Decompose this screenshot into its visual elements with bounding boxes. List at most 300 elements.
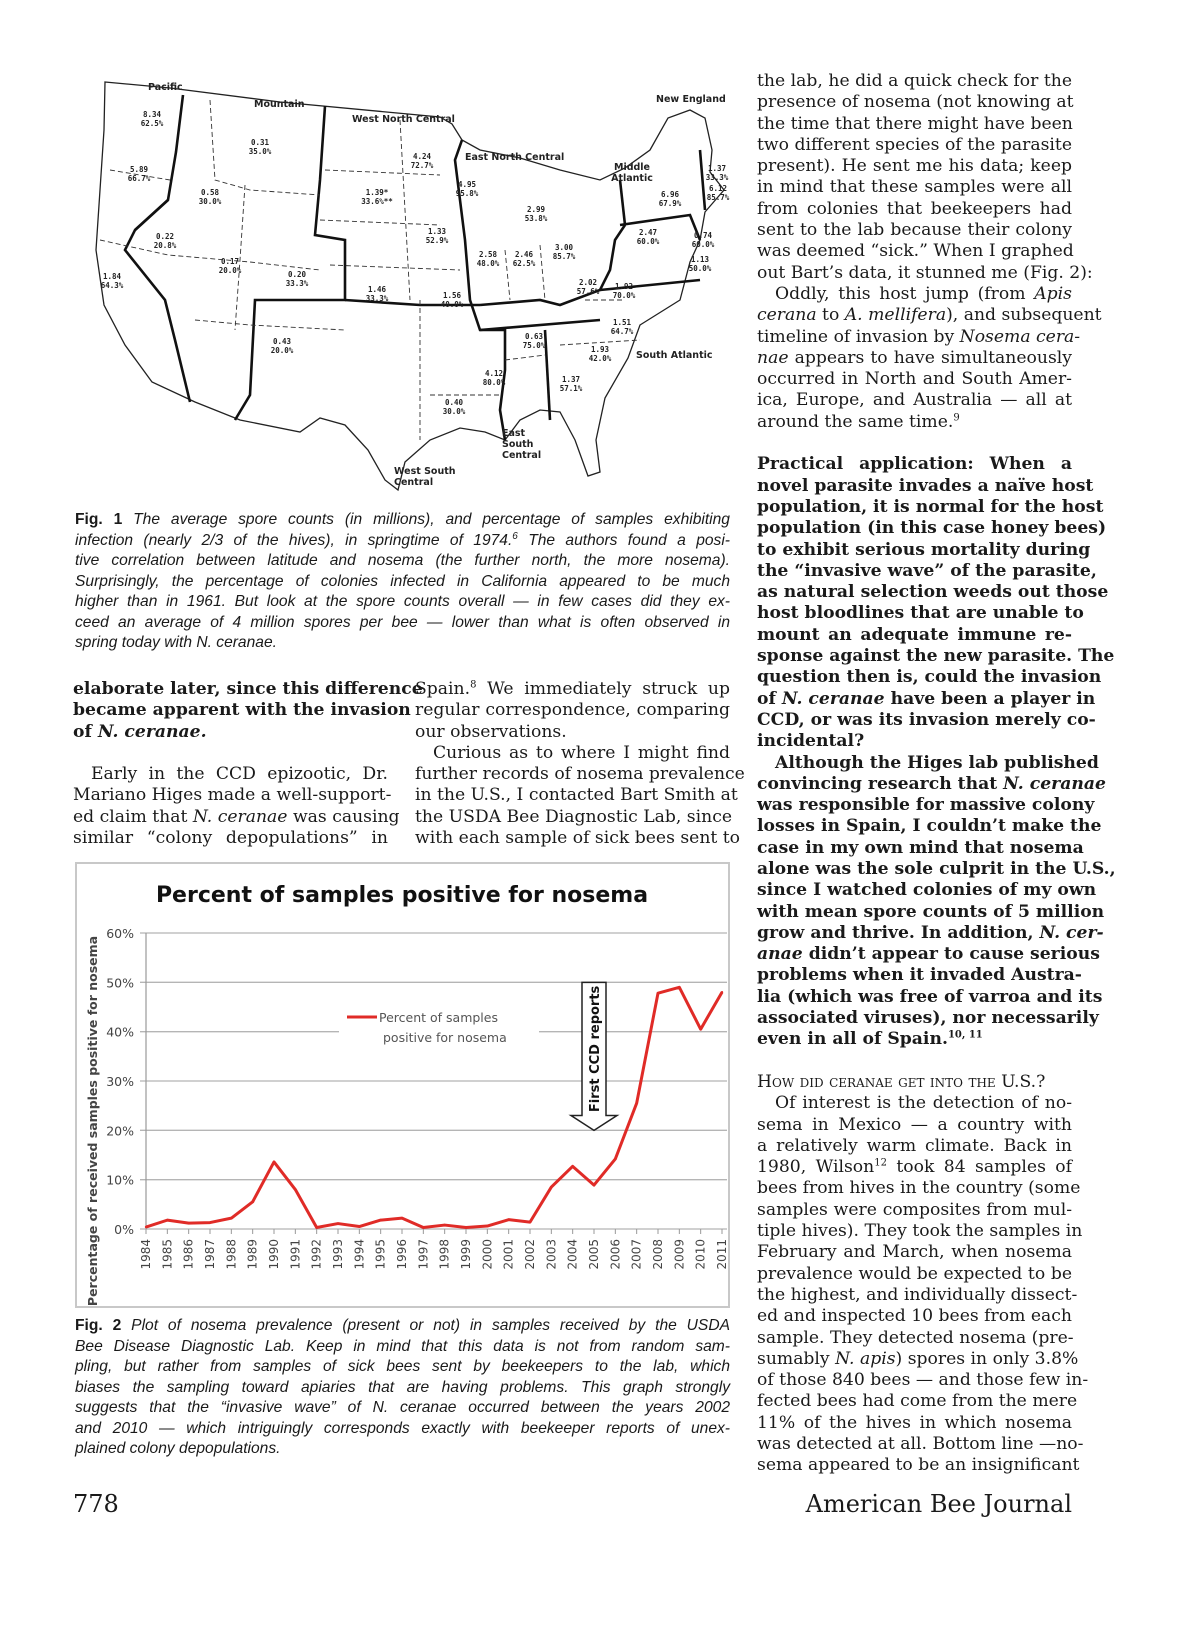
x-tick-label: 1993 bbox=[331, 1239, 345, 1270]
x-tick-label: 1991 bbox=[288, 1239, 303, 1270]
text-run: the highest, and individually dissect- bbox=[757, 1284, 1078, 1305]
text-run: N. apis bbox=[835, 1348, 896, 1369]
text-run: tive correlation between latitude and nosema (the further north, the more nosema). bbox=[75, 552, 730, 569]
text-line bbox=[73, 764, 388, 785]
state-value: 66.7% bbox=[127, 174, 151, 183]
text-run: sponse against the new parasite. The bbox=[757, 646, 1115, 667]
text-run: 1980, Wilson bbox=[757, 1157, 875, 1178]
text-run: case in my own mind that nosema bbox=[757, 837, 1084, 858]
text-line bbox=[757, 114, 1072, 135]
text-run: our observations. bbox=[415, 721, 567, 742]
state-value: 72.7% bbox=[410, 161, 434, 170]
state-value-label bbox=[426, 227, 449, 245]
state-value: 33.3% bbox=[365, 294, 389, 303]
x-tick-label: 2001 bbox=[501, 1239, 516, 1270]
state-value: 0.17 bbox=[220, 257, 240, 266]
text-line bbox=[75, 613, 730, 634]
text-run: to bbox=[816, 305, 845, 326]
y-axis-label: Percentage of received samples positive for nosema bbox=[85, 935, 100, 1307]
state-value: 20.0% bbox=[270, 346, 294, 355]
text-run: lia (which was free of varroa and its bbox=[757, 986, 1103, 1007]
data-point-2006 bbox=[614, 1158, 616, 1160]
text-line bbox=[757, 475, 1094, 497]
text-line bbox=[757, 1370, 1089, 1391]
state-value: 1.93 bbox=[590, 345, 610, 354]
text-line bbox=[757, 1008, 1099, 1029]
text-line bbox=[415, 807, 730, 828]
x-tick-label: 1992 bbox=[309, 1239, 324, 1270]
state-value-label bbox=[560, 375, 583, 393]
text-run: ed claim that bbox=[73, 806, 193, 827]
text-run: The authors found a posi- bbox=[517, 531, 730, 549]
text-line bbox=[757, 220, 1072, 241]
state-value: 4.24 bbox=[412, 152, 432, 161]
text-line bbox=[757, 262, 1093, 284]
state-value-label bbox=[219, 257, 242, 275]
data-point-2002 bbox=[529, 1221, 531, 1223]
text-run: A. mellifera bbox=[844, 305, 947, 326]
blank-line bbox=[73, 743, 388, 764]
blank-line bbox=[757, 433, 1072, 454]
text-line bbox=[757, 667, 1102, 688]
text-run: biases the sampling toward apiaries that are having problems. This graph strongly bbox=[75, 1378, 730, 1396]
state-value: 57.1% bbox=[559, 384, 583, 393]
text-run: infection (nearly 2/3 of the hives), in springtime of 1974. bbox=[75, 531, 513, 549]
text-run: and 2010 — which intriguingly corresponds exactly with beekeeper reports of unex- bbox=[75, 1419, 730, 1437]
state-value: 4.12 bbox=[484, 369, 504, 378]
y-tick-label: 60% bbox=[106, 926, 134, 941]
state-value-label bbox=[483, 369, 506, 387]
text-line bbox=[757, 454, 1072, 475]
text-run: alone was the sole culprit in the U.S., bbox=[757, 858, 1116, 879]
state-value-label bbox=[613, 282, 636, 300]
text-run: N. cer- bbox=[1039, 922, 1104, 943]
text-run: occurred in North and South Amer- bbox=[757, 369, 1072, 390]
text-run: cerana bbox=[757, 305, 817, 326]
data-point-1984 bbox=[145, 1226, 147, 1228]
text-line bbox=[757, 1178, 1081, 1199]
state-value-label bbox=[361, 188, 393, 206]
text-line bbox=[757, 412, 1072, 433]
data-point-2001 bbox=[507, 1218, 509, 1220]
text-line bbox=[73, 785, 392, 806]
text-line bbox=[75, 531, 730, 552]
text-line bbox=[757, 369, 1072, 390]
text-run: Although the Higes lab published bbox=[775, 752, 1099, 773]
state-value-label bbox=[637, 228, 660, 246]
text-run: was responsible for massive colony bbox=[757, 795, 1095, 816]
y-tick-label: 20% bbox=[106, 1123, 134, 1139]
x-tick-label: 1986 bbox=[181, 1239, 196, 1270]
state-value: 0.31 bbox=[250, 138, 270, 147]
text-run: was detected at all. Bottom line —no- bbox=[757, 1434, 1084, 1454]
data-point-1998 bbox=[443, 1224, 445, 1226]
text-line bbox=[415, 722, 730, 743]
text-line bbox=[757, 688, 1096, 710]
state-value: 2.58 bbox=[478, 250, 498, 259]
text-run: Fig. 1 bbox=[75, 511, 134, 528]
text-run: appears to have simultaneously bbox=[788, 347, 1072, 368]
text-line bbox=[757, 603, 1084, 624]
text-line bbox=[757, 92, 1072, 113]
state-value-label bbox=[441, 291, 464, 309]
text-line bbox=[75, 1316, 730, 1337]
state-value: 1.13 bbox=[690, 255, 710, 264]
text-run: presence of nosema (not knowing at bbox=[757, 92, 1074, 113]
text-line bbox=[757, 518, 1107, 539]
text-run: N. ceranae. bbox=[97, 721, 207, 742]
text-line bbox=[415, 743, 730, 764]
text-run: suggests that the “invasive wave” of N. ceranae occurred between the years 2002 bbox=[75, 1399, 730, 1416]
state-value: 5.89 bbox=[129, 165, 149, 174]
data-point-2011 bbox=[721, 991, 723, 993]
text-line bbox=[757, 284, 1072, 305]
data-point-1989 bbox=[251, 1201, 253, 1203]
text-line bbox=[757, 71, 1072, 92]
text-run: host bloodlines that are unable to bbox=[757, 603, 1084, 624]
text-line bbox=[75, 1337, 730, 1358]
text-line bbox=[757, 1115, 1072, 1136]
state-value: 0.63 bbox=[524, 332, 544, 341]
text-line bbox=[757, 816, 1102, 837]
state-value: 95.8% bbox=[455, 189, 479, 198]
text-line bbox=[757, 241, 1072, 262]
data-point-1993 bbox=[337, 1222, 339, 1224]
state-value-label bbox=[154, 232, 177, 250]
state-value: 4.95 bbox=[457, 180, 477, 189]
state-value: 70.0% bbox=[612, 291, 636, 300]
text-line bbox=[757, 1200, 1072, 1221]
state-value: 20.0% bbox=[218, 266, 242, 275]
state-value-label bbox=[141, 110, 164, 128]
state-value-label bbox=[589, 345, 612, 363]
text-run: population (in this case honey bees) bbox=[757, 518, 1107, 539]
text-line bbox=[757, 348, 1072, 369]
x-tick-label: 1999 bbox=[459, 1239, 473, 1270]
text-run: Apis bbox=[1034, 283, 1072, 304]
text-line bbox=[757, 199, 1072, 220]
y-tick-label: 10% bbox=[106, 1172, 134, 1188]
state-value-label bbox=[577, 278, 600, 296]
state-value: 30.0% bbox=[198, 197, 222, 206]
legend-label: positive for nosema bbox=[383, 1030, 507, 1045]
state-value: 85.7% bbox=[552, 252, 576, 261]
text-line bbox=[73, 806, 400, 828]
state-value-label bbox=[456, 180, 479, 198]
text-line bbox=[757, 731, 1072, 752]
x-tick-label: 1989 bbox=[245, 1239, 260, 1270]
text-run: ceed an average of 4 million spores per bee — lower than what is often observed in bbox=[75, 613, 730, 631]
state-value: 1.46 bbox=[367, 285, 387, 294]
text-run: took 84 samples of bbox=[886, 1157, 1072, 1178]
text-line bbox=[757, 795, 1095, 816]
text-run: anae bbox=[757, 944, 803, 965]
x-tick-label: 2008 bbox=[651, 1239, 665, 1270]
state-value-label bbox=[611, 318, 634, 336]
region-label: New England bbox=[656, 94, 726, 105]
text-run: grow and thrive. In addition, bbox=[757, 922, 1040, 943]
text-line bbox=[757, 560, 1097, 582]
state-value-label bbox=[411, 152, 434, 170]
figure2-chart bbox=[75, 862, 730, 1308]
text-run: of bbox=[73, 721, 98, 742]
text-run: Spain. bbox=[415, 679, 471, 699]
text-run: samples were composites from mul- bbox=[757, 1199, 1072, 1220]
state-value: 64.7% bbox=[610, 327, 634, 336]
x-tick-label: 1994 bbox=[352, 1239, 367, 1270]
text-run: bees from hives in the country (some bbox=[757, 1178, 1081, 1199]
text-run: sema in Mexico — a country with bbox=[757, 1114, 1072, 1135]
data-point-1992 bbox=[315, 1226, 317, 1228]
state-value: 2.46 bbox=[514, 250, 534, 259]
text-line bbox=[757, 1242, 1072, 1263]
text-line bbox=[757, 646, 1115, 667]
state-value: 20.8% bbox=[153, 241, 177, 250]
text-run: N. ceranae bbox=[1003, 773, 1106, 794]
nosema-line-chart bbox=[77, 864, 728, 1306]
state-value-label bbox=[692, 231, 715, 249]
state-value: 42.0% bbox=[588, 354, 612, 363]
region-label: West North Central bbox=[352, 114, 455, 125]
text-run: How did ceranae get into the U.S.? bbox=[757, 1071, 1046, 1092]
text-run: Curious as to where I might find bbox=[433, 742, 730, 763]
text-run: question then is, could the invasion bbox=[757, 667, 1102, 688]
region-label: South Atlantic bbox=[636, 350, 713, 361]
state-value: 6.96 bbox=[660, 190, 680, 199]
figure1-caption bbox=[75, 510, 730, 654]
text-run: problems when it invaded Austra- bbox=[757, 965, 1082, 986]
state-value-label bbox=[689, 255, 712, 273]
data-point-2003 bbox=[550, 1186, 552, 1188]
text-run: the lab, he did a quick check for the bbox=[757, 71, 1072, 91]
text-line bbox=[757, 1093, 1072, 1114]
state-value: 0.43 bbox=[272, 337, 292, 346]
text-run: pling, but rather from samples of sick bees sent by beekeepers to the lab, which bbox=[75, 1358, 730, 1375]
state-value-label bbox=[286, 270, 309, 288]
data-point-2010 bbox=[699, 1028, 701, 1030]
region-label: West South Central bbox=[394, 466, 456, 488]
text-run: CCD, or was its invasion merely co- bbox=[757, 709, 1096, 730]
text-line bbox=[757, 880, 1097, 901]
state-value: 1.33 bbox=[427, 227, 447, 236]
text-line bbox=[757, 177, 1072, 198]
state-value-label bbox=[101, 272, 124, 290]
state-value: 57.6% bbox=[576, 287, 600, 296]
text-line bbox=[757, 1136, 1072, 1157]
text-line bbox=[75, 592, 730, 613]
text-line bbox=[75, 1439, 730, 1460]
text-run: Bee Disease Diagnostic Lab. Keep in mind that this data is not from random sam- bbox=[75, 1337, 730, 1355]
text-line bbox=[757, 709, 1096, 731]
data-point-2009 bbox=[678, 986, 680, 988]
data-point-1999 bbox=[465, 1226, 467, 1228]
text-line bbox=[757, 1328, 1072, 1349]
column-2-text bbox=[415, 679, 745, 849]
text-run: Nosema cera- bbox=[959, 326, 1081, 347]
text-run: sent to the lab because their colony bbox=[757, 220, 1072, 241]
text-run: ) spores in only 3.8% bbox=[895, 1348, 1079, 1369]
text-line bbox=[75, 633, 730, 654]
text-run: ), and subsequent bbox=[946, 305, 1102, 326]
state-value: 75.0% bbox=[522, 341, 546, 350]
x-tick-label: 2002 bbox=[523, 1239, 537, 1270]
text-line bbox=[757, 1413, 1072, 1434]
text-run: elaborate later, since this difference bbox=[73, 679, 423, 699]
text-run: sema appeared to be an insignificant bbox=[757, 1455, 1080, 1476]
state-value: 3.00 bbox=[554, 243, 574, 252]
text-run: fected bees had come from the mere bbox=[757, 1391, 1078, 1412]
text-run: higher than in 1961. But look at the spore counts overall — in few cases did they ex- bbox=[75, 593, 730, 610]
text-line bbox=[757, 1455, 1080, 1476]
state-value: 1.37 bbox=[561, 375, 581, 384]
state-value-label bbox=[128, 165, 151, 183]
journal-name: American Bee Journal bbox=[805, 1490, 1072, 1518]
text-run: to exhibit serious mortality during bbox=[757, 539, 1091, 560]
state-value-label bbox=[523, 332, 546, 350]
text-line bbox=[757, 922, 1104, 944]
text-run: around the same time. bbox=[757, 411, 954, 432]
text-run: as natural selection weeds out those bbox=[757, 582, 1109, 603]
state-value-label bbox=[706, 164, 729, 182]
text-run: Oddly, this host jump (from bbox=[775, 283, 1035, 304]
region-label: East South Central bbox=[502, 428, 542, 461]
text-run: convincing research that bbox=[757, 773, 1004, 794]
text-run: N. ceranae bbox=[192, 806, 288, 827]
text-run: from colonies that beekeepers had bbox=[757, 198, 1072, 219]
text-line bbox=[757, 1221, 1083, 1242]
data-point-1987 bbox=[209, 1221, 211, 1223]
text-run: losses in Spain, I couldn’t make the bbox=[757, 816, 1102, 837]
data-point-1991 bbox=[294, 1188, 296, 1190]
text-run: in the U.S., I contacted Bart Smith at bbox=[415, 785, 738, 806]
text-run: tiple hives). They took the samples in bbox=[757, 1221, 1083, 1242]
x-tick-label: 1997 bbox=[416, 1239, 431, 1270]
text-line bbox=[757, 1072, 1072, 1093]
state-value-label bbox=[443, 398, 466, 416]
text-line bbox=[757, 305, 1102, 326]
text-run: even in all of Spain. bbox=[757, 1029, 948, 1050]
state-value-label bbox=[199, 188, 222, 206]
state-value-label bbox=[366, 285, 389, 303]
text-run: out Bart’s data, it stunned me (Fig. 2): bbox=[757, 262, 1093, 283]
text-run: Of interest is the detection of no- bbox=[775, 1093, 1072, 1114]
state-value: 80.0% bbox=[482, 378, 506, 387]
text-line bbox=[75, 1419, 730, 1440]
text-run: a relatively warm climate. Back in bbox=[757, 1135, 1072, 1156]
text-run: the “invasive wave” of the parasite, bbox=[757, 560, 1097, 581]
x-tick-label: 2003 bbox=[544, 1239, 559, 1270]
text-line bbox=[73, 700, 411, 721]
text-run: 10, 11 bbox=[947, 1029, 983, 1041]
text-run: Plot of nosema prevalence (present or not) in samples received by the USDA bbox=[131, 1317, 730, 1334]
x-tick-label: 1995 bbox=[373, 1239, 388, 1270]
state-value: 53.8% bbox=[524, 214, 548, 223]
state-value-label bbox=[477, 250, 500, 268]
text-run: incidental? bbox=[757, 731, 865, 752]
state-value: 85.7% bbox=[706, 193, 730, 202]
state-value: 0.58 bbox=[200, 188, 220, 197]
state-value-label bbox=[659, 190, 682, 208]
text-line bbox=[757, 1264, 1072, 1285]
data-point-1997 bbox=[422, 1226, 424, 1228]
x-tick-label: 2000 bbox=[480, 1239, 495, 1270]
text-line bbox=[757, 135, 1072, 156]
text-line bbox=[757, 390, 1072, 411]
text-run: associated viruses), nor necessarily bbox=[757, 1008, 1099, 1029]
y-tick-label: 50% bbox=[106, 975, 134, 991]
x-tick-label: 1985 bbox=[160, 1239, 175, 1270]
state-value-label bbox=[513, 250, 536, 268]
x-tick-label: 1990 bbox=[267, 1239, 281, 1270]
text-run: 9 bbox=[953, 412, 960, 424]
data-point-2005 bbox=[593, 1184, 595, 1186]
text-run: 11% of the hives in which nosema bbox=[757, 1412, 1072, 1433]
text-run: the USDA Bee Diagnostic Lab, since bbox=[415, 806, 732, 827]
text-line bbox=[757, 156, 1072, 177]
x-tick-label: 2009 bbox=[672, 1239, 687, 1270]
text-line bbox=[75, 1378, 730, 1399]
x-tick-label: 2004 bbox=[565, 1239, 580, 1270]
text-run: regular correspondence, comparing bbox=[415, 700, 730, 721]
text-run: ica, Europe, and Australia — all at bbox=[757, 390, 1072, 411]
state-value-label bbox=[525, 205, 548, 223]
text-run: Practical application: When a bbox=[757, 454, 1072, 475]
text-run: mount an adequate immune re- bbox=[757, 624, 1072, 645]
data-point-1988 bbox=[230, 1217, 232, 1219]
data-point-1986 bbox=[187, 1222, 189, 1224]
state-value: 6.12 bbox=[708, 184, 728, 193]
text-run: population, it is normal for the host bbox=[757, 496, 1104, 517]
data-point-2007 bbox=[635, 1102, 637, 1104]
x-tick-label: 2011 bbox=[715, 1239, 729, 1270]
text-run: prevalence would be expected to be bbox=[757, 1263, 1072, 1284]
text-run: in mind that these samples were all bbox=[757, 177, 1072, 198]
state-value: 0.20 bbox=[287, 270, 307, 279]
annotation-label: First CCD reports bbox=[588, 985, 603, 1113]
y-tick-label: 40% bbox=[106, 1024, 134, 1040]
text-run: 8 bbox=[470, 679, 477, 691]
text-line bbox=[757, 752, 1099, 774]
y-tick-label: 30% bbox=[106, 1074, 134, 1089]
text-line bbox=[415, 679, 730, 700]
text-run: N. ceranae bbox=[781, 688, 885, 709]
text-line bbox=[75, 551, 730, 572]
state-value: 1.39* bbox=[365, 188, 389, 197]
text-run: the time that there might have been bbox=[757, 113, 1073, 134]
region-label: Middle Atlantic bbox=[611, 162, 653, 184]
data-point-2000 bbox=[486, 1225, 488, 1227]
y-tick-label: 0% bbox=[114, 1222, 134, 1237]
text-run: didn’t appear to cause serious bbox=[802, 944, 1100, 965]
text-line bbox=[415, 785, 738, 806]
state-value: 33.3% bbox=[705, 173, 729, 182]
figure2-caption bbox=[75, 1316, 730, 1460]
text-line bbox=[415, 828, 741, 849]
text-run: similar “colony depopulations” in bbox=[73, 828, 388, 849]
data-point-2004 bbox=[571, 1165, 573, 1167]
state-value: 33.6%** bbox=[361, 197, 393, 206]
state-value: 1.84 bbox=[102, 272, 122, 281]
text-line bbox=[757, 326, 1081, 348]
text-line bbox=[757, 1306, 1072, 1327]
data-point-1990 bbox=[273, 1161, 275, 1163]
text-run: was deemed “sick.” When I graphed bbox=[757, 241, 1074, 262]
blank-line bbox=[757, 1051, 1072, 1072]
state-value: 48.0% bbox=[476, 259, 500, 268]
column-3-text bbox=[757, 71, 1116, 1477]
text-line bbox=[757, 1157, 1072, 1178]
text-line bbox=[757, 582, 1109, 603]
